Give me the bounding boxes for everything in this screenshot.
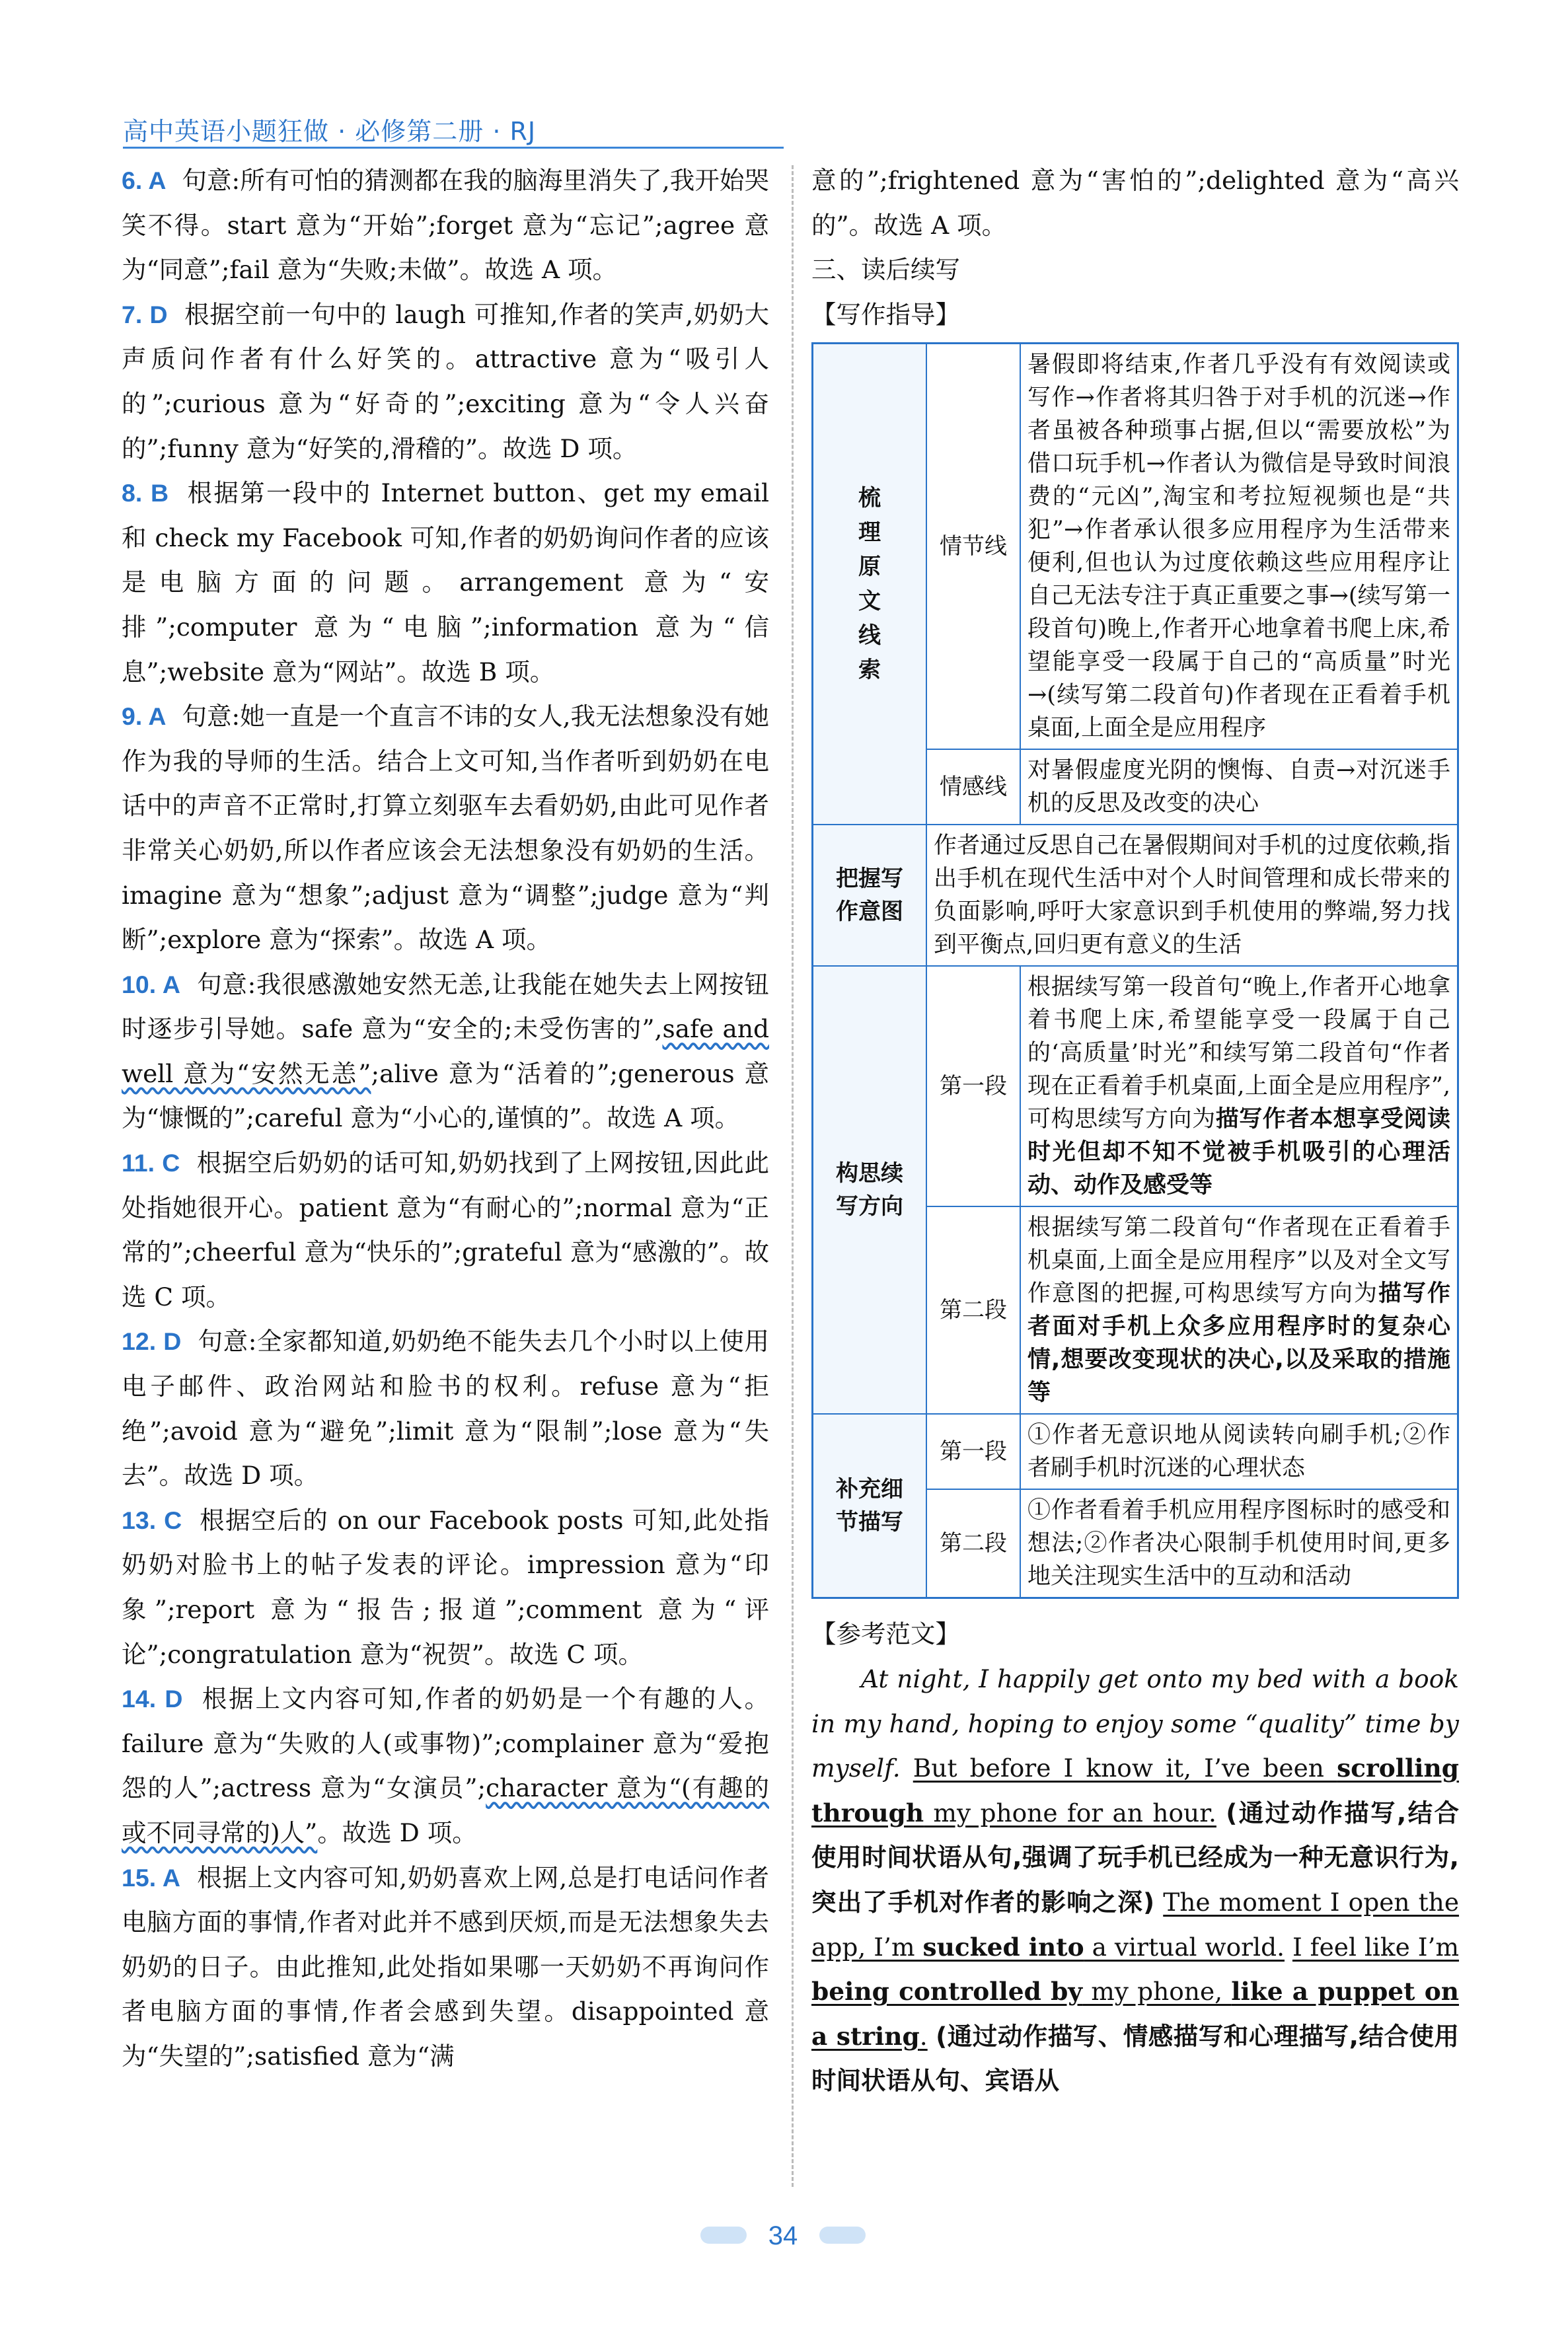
answer-item-12	[122, 1319, 769, 1498]
answer-explanation-end: 。故选 D 项。	[317, 1818, 477, 1847]
sample-text: I feel like I’m	[1292, 1932, 1460, 1962]
answer-number: 15. A	[122, 1863, 180, 1892]
subcategory-cell: 第二段	[926, 1489, 1020, 1598]
key-phrase: like a puppet on a string	[811, 1977, 1459, 2051]
answer-item-6	[122, 159, 769, 293]
table-row	[813, 1414, 1458, 1489]
answer-item-15-continued: 意的”;frightened 意为“害怕的”;delighted 意为“高兴的”。故选 A 项。	[811, 166, 1459, 240]
right-column	[811, 159, 1459, 2104]
answer-number: 7. D	[122, 300, 168, 328]
answer-item-8	[122, 471, 769, 694]
sample-text: my phone,	[1082, 1977, 1232, 2007]
answer-number: 14. D	[122, 1685, 183, 1713]
annotation-note: (通过动作描写,结合使用时间状语从句,强调了玩手机已经成为一种无意识行为,突出了手机对作者的影响之深)	[811, 1798, 1460, 1917]
answer-explanation: 句意:她一直是一个直言不讳的女人,我无法想象没有她作为我的导师的生活。结合上文可知,当作者听到奶奶在电话中的声音不正常时,打算立刻驱车去看奶奶,由此可见作者非常关心奶奶,所以作者应该会无法想象没有奶奶的生活。imagine 意为“想象”;adjust 意为“调整”;judge 意为“判断”;explore 意为“探索”。故选 A 项。	[122, 702, 769, 955]
answer-item-9	[122, 694, 769, 963]
left-column	[122, 159, 769, 2079]
content-cell: 对暑假虚度光阴的懊悔、自责→对沉迷手机的反思及改变的决心	[1020, 749, 1458, 825]
answer-explanation: 根据上文内容可知,奶奶喜欢上网,总是打电话问作者电脑方面的事情,作者对此并不感到厌烦,而是无法想象失去奶奶的日子。由此推知,此处指如果哪一天奶奶不再询问作者电脑方面的事情,作者会感到失望。disappointed 意为“失望的”;satisfied 意为“满	[122, 1863, 769, 2071]
category-label: 梳理原文线索	[858, 485, 881, 684]
answer-item-13	[122, 1498, 769, 1677]
subcategory-cell: 第一段	[926, 1414, 1020, 1489]
answer-number: 10. A	[122, 970, 180, 998]
answer-item-10	[122, 963, 769, 1141]
key-phrase: sucked into	[922, 1932, 1084, 1962]
content-cell	[1020, 966, 1458, 1206]
category-cell	[813, 825, 927, 966]
answer-item-11	[122, 1141, 769, 1319]
answer-number: 6. A	[122, 166, 167, 194]
sample-title: 【参考范文】	[811, 1619, 960, 1649]
subcategory-cell: 第一段	[926, 966, 1020, 1206]
page-number: 34	[768, 2221, 798, 2250]
column-divider	[792, 165, 794, 2187]
content-emphasis: 描写作者本想享受阅读时光但却不知不觉被手机吸引的心理活动、动作及感受等	[1027, 1106, 1450, 1199]
key-phrase: scrolling through	[811, 1753, 1459, 1827]
content-text: 根据续写第一段首句“晚上,作者开心地拿着书爬上床,希望能享受一段属于自己的‘高质量’时光”和续写第二段首句“作者现在正看着手机桌面,上面全是应用程序”,可构思续写方向为	[1027, 974, 1450, 1133]
answer-item-14	[122, 1677, 769, 1855]
content-emphasis: 描写作者面对手机上众多应用程序时的复杂心情,想要改变现状的决心,以及采取的措施等	[1027, 1280, 1450, 1407]
header-rule	[123, 147, 784, 149]
sample-text: The moment I open the app, I’m	[811, 1887, 1460, 1962]
sample-text: .	[919, 2021, 928, 2051]
answer-explanation: 句意:我很感激她安然无恙,让我能在她失去上网按钮时逐步引导她。safe 意为“安全的;未受伤害的”,	[122, 969, 769, 1044]
sample-sentence: At night, I happily get onto my bed with a book in my hand, hoping to enjoy some “quality” time by myself.	[811, 1664, 1459, 1783]
answer-item-15	[122, 1856, 769, 2079]
answer-number: 13. C	[122, 1506, 182, 1534]
category-cell	[813, 344, 927, 825]
running-header: 高中英语小题狂做 · 必修第二册 · RJ	[123, 117, 537, 146]
answer-item-7	[122, 293, 769, 471]
category-label: 把握写作意图	[835, 866, 903, 926]
answer-explanation: 句意:所有可怕的猜测都在我的脑海里消失了,我开始哭笑不得。start 意为“开始”;forget 意为“忘记”;agree 意为“同意”;fail 意为“失败;未做”。故选 A 项。	[122, 166, 769, 285]
writing-guide-table	[811, 342, 1459, 1599]
wavy-underlined-phrase: character 意为“(有趣的或不同寻常的)人”	[122, 1773, 769, 1847]
content-cell	[1020, 1206, 1458, 1414]
category-cell	[813, 1414, 927, 1598]
answer-explanation-end: ;alive 意为“活着的”;generous 意为“慷慨的”;careful 意为“小心的,谨慎的”。故选 A 项。	[122, 1058, 769, 1133]
table-row	[813, 825, 1458, 966]
answer-explanation: 根据上文内容可知,作者的奶奶是一个有趣的人。failure 意为“失败的人(或事物)”;complainer 意为“爱抱怨的人”;actress 意为“女演员”;	[122, 1684, 770, 1803]
content-cell: ①作者无意识地从阅读转向刷手机;②作者刷手机时沉迷的心理状态	[1020, 1414, 1458, 1489]
sample-text: my phone for an hour.	[924, 1798, 1216, 1827]
content-text: 根据续写第二段首句“作者现在正看着手机桌面,上面全是应用程序”以及对全文写作意图的把握,可构思续写方向为	[1027, 1214, 1450, 1308]
answer-number: 11. C	[122, 1149, 180, 1177]
answer-number: 12. D	[122, 1327, 182, 1356]
sample-text: a virtual world.	[1084, 1932, 1285, 1962]
subcategory-cell: 第二段	[926, 1206, 1020, 1414]
annotation-note: (通过动作描写、情感描写和心理描写,结合使用时间状语从句、宾语从	[811, 2021, 1459, 2096]
answer-number: 8. B	[122, 479, 169, 507]
subcategory-cell: 情节线	[926, 344, 1020, 750]
table-row	[813, 966, 1458, 1206]
answer-explanation: 根据空后的 on our Facebook posts 可知,此处指奶奶对脸书上的帖子发表的评论。impression 意为“印象”;report 意为“报告;报道”;comment 意为“评论”;congratulation 意为“祝贺”。故选 C 项。	[122, 1505, 769, 1669]
sample-essay	[811, 1657, 1459, 2104]
category-label: 补充细节描写	[835, 1476, 903, 1536]
answer-explanation: 根据第一段中的 Internet button、get my email 和 check my Facebook 可知,作者的奶奶询问作者的应该是电脑方面的问题。arrangement 意为“安排”;computer 意为“电脑”;information 意为“信息”;website 意为“网站”。故选 B 项。	[122, 478, 769, 686]
category-cell	[813, 966, 927, 1414]
guide-title: 【写作指导】	[811, 299, 960, 329]
content-cell: 暑假即将结束,作者几乎没有有效阅读或写作→作者将其归咎于对手机的沉迷→作者虽被各种琐事占据,但以“需要放松”为借口玩手机→作者认为微信是导致时间浪费的“元凶”,淘宝和考拉短视频也是“共犯”→作者承认很多应用程序为生活带来便利,但也认为过度依赖这些应用程序让自己无法专注于真正重要之事→(续写第一段首句)晚上,作者开心地拿着书爬上床,希望能享受一段属于自己的“高质量”时光→(续写第二段首句)作者现在正看着手机桌面,上面全是应用程序	[1020, 344, 1458, 750]
answer-number: 9. A	[122, 702, 167, 731]
answer-explanation: 句意:全家都知道,奶奶绝不能失去几个小时以上使用电子邮件、政治网站和脸书的权利。refuse 意为“拒绝”;avoid 意为“避免”;limit 意为“限制”;lose 意为“失去”。故选 D 项。	[122, 1327, 770, 1491]
table-row	[813, 344, 1458, 750]
section-title: 三、读后续写	[811, 255, 960, 285]
content-cell: ①作者看着手机应用程序图标时的感受和想法;②作者决心限制手机使用时间,更多地关注现实生活中的互动和活动	[1020, 1489, 1458, 1598]
answer-explanation: 根据空后奶奶的话可知,奶奶找到了上网按钮,因此此处指她很开心。patient 意为“有耐心的”;normal 意为“正常的”;cheerful 意为“快乐的”;grateful 意为“感激的”。故选 C 项。	[122, 1148, 770, 1311]
key-phrase: being controlled by	[811, 1977, 1083, 2007]
answer-explanation: 根据空前一句中的 laugh 可推知,作者的笑声,奶奶大声质问作者有什么好笑的。attractive 意为“吸引人的”;curious 意为“好奇的”;exciting 意为“令人兴奋的”;funny 意为“好笑的,滑稽的”。故选 D 项。	[122, 299, 769, 463]
subcategory-cell: 情感线	[926, 749, 1020, 825]
content-cell: 作者通过反思自己在暑假期间对手机的过度依赖,指出手机在现代生活中对个人时间管理和成长带来的负面影响,呼吁大家意识到手机使用的弊端,努力找到平衡点,回归更有意义的生活	[926, 825, 1458, 966]
wavy-underlined-phrase: safe and well 意为“安然无恙”	[122, 1014, 769, 1088]
category-label: 构思续写方向	[835, 1160, 903, 1220]
sample-text: But before I know it, I’ve been	[913, 1753, 1337, 1783]
